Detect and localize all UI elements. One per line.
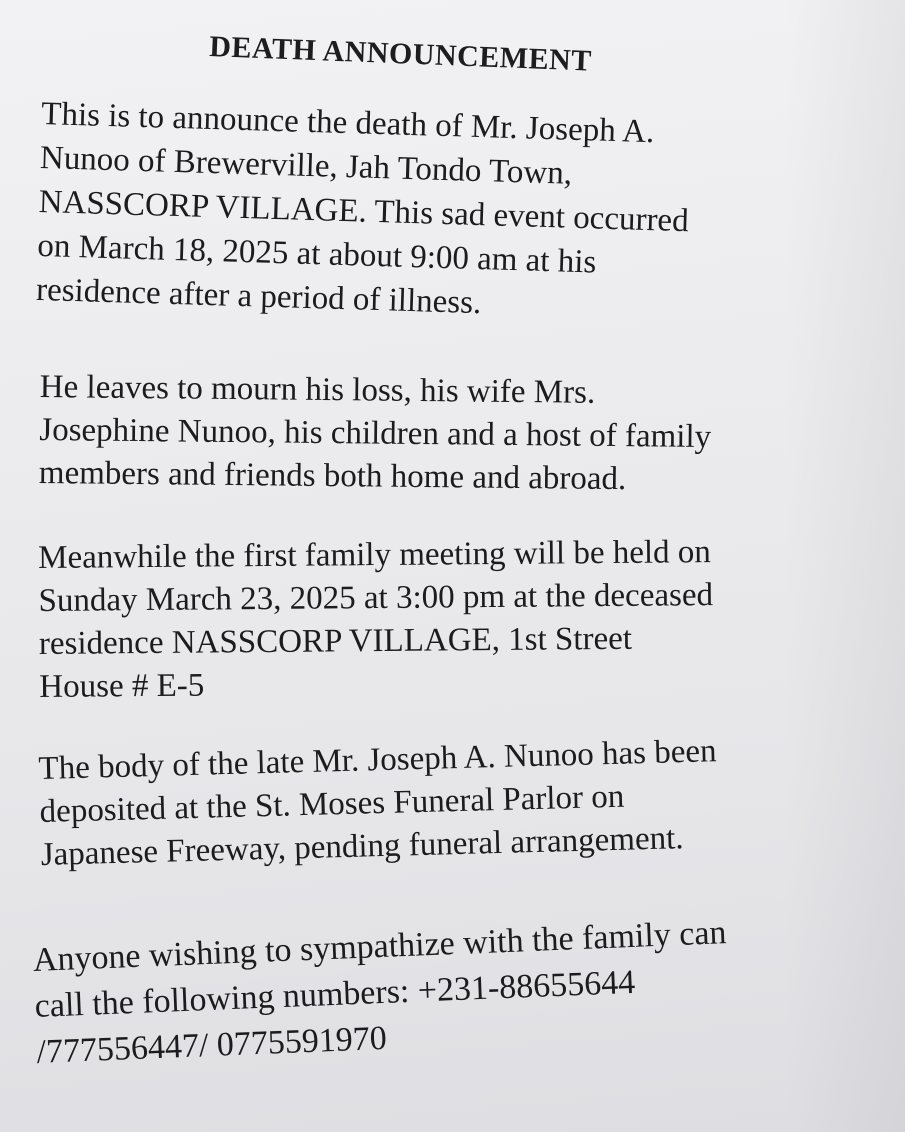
family-meeting-paragraph bbox=[38, 531, 714, 709]
text-line: on March 18, 2025 at about 9:00 am at his bbox=[36, 227, 597, 281]
announcement-title: DEATH ANNOUNCEMENT bbox=[208, 30, 593, 78]
text-line: Meanwhile the first family meeting will be held on bbox=[38, 534, 711, 576]
text-line: deposited at the St. Moses Funeral Parlor on bbox=[39, 778, 625, 830]
text-line: residence NASSCORP VILLAGE, 1st Street bbox=[38, 620, 633, 662]
text-line: Japanese Freeway, pending funeral arrangement. bbox=[40, 820, 684, 873]
text-line: Anyone wishing to sympathize with the family can bbox=[32, 914, 728, 979]
text-line: Josephine Nunoo, his children and a host of family bbox=[39, 411, 712, 456]
text-line: call the following numbers: +231-88655644 bbox=[34, 963, 636, 1025]
page-shadow bbox=[785, 0, 905, 1132]
text-line: This is to announce the death of Mr. Joseph A. bbox=[40, 95, 655, 151]
death-notice-paragraph bbox=[35, 92, 691, 331]
contact-paragraph bbox=[32, 910, 731, 1076]
text-line: He leaves to mourn his loss, his wife Mrs. bbox=[39, 368, 596, 411]
text-line: House # E-5 bbox=[39, 667, 205, 705]
funeral-parlor-paragraph bbox=[38, 730, 719, 877]
survivors-paragraph bbox=[39, 366, 712, 502]
text-line: The body of the late Mr. Joseph A. Nunoo has been bbox=[38, 733, 718, 787]
text-line: residence after a period of illness. bbox=[35, 271, 482, 322]
text-line: NASSCORP VILLAGE. This sad event occurred bbox=[38, 183, 690, 240]
text-line: Nunoo of Brewerville, Jah Tondo Town, bbox=[39, 139, 573, 192]
text-line: members and friends both home and abroad. bbox=[38, 454, 627, 498]
phone-numbers-line: /777556447/ 0775591970 bbox=[35, 1019, 388, 1071]
text-line: Sunday March 23, 2025 at 3:00 pm at the deceased bbox=[38, 577, 714, 619]
